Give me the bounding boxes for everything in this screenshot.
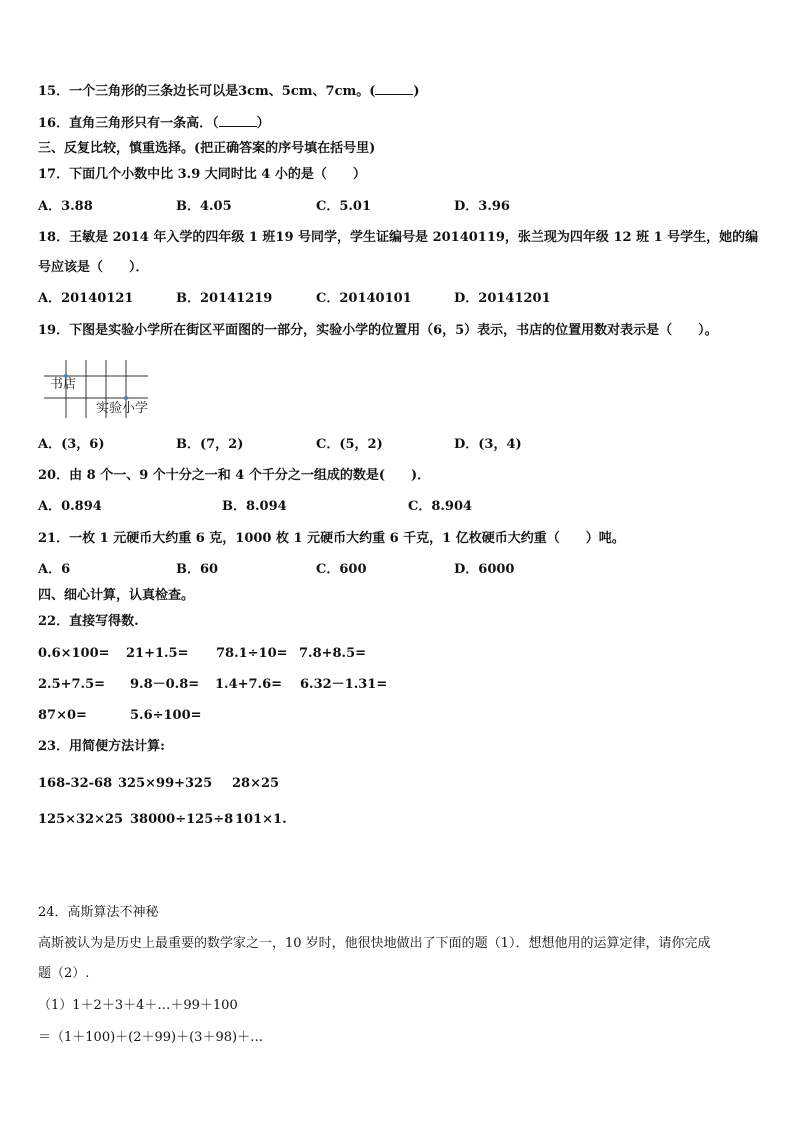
answer-blank-15[interactable]: [375, 82, 413, 95]
q18-option-d[interactable]: D．20141201: [454, 291, 551, 306]
question-24-line-4: ＝（1＋100)＋(2＋99)＋(3＋98)＋…: [38, 1030, 264, 1045]
q22-problem: 0.6×100=: [38, 646, 110, 661]
question-16: [38, 114, 270, 133]
q23-problem: 28×25: [232, 776, 280, 791]
section-3-heading: 三、反复比较，慎重选择。(把正确答案的序号填在括号里): [38, 141, 376, 156]
question-18-line-1: 18．王敏是 2014 年入学的四年级 1 班19 号同学，学生证编号是 20140119，张兰现为四年级 12 班 1 号学生，她的编: [38, 230, 759, 245]
question-15-text: 15．一个三角形的三条边长可以是3cm、5cm、7cm。(: [38, 84, 376, 99]
q19-option-c[interactable]: C．(5，2): [316, 437, 383, 452]
q23-problem: 168-32-68: [38, 776, 113, 791]
q17-option-d[interactable]: D．3.96: [454, 199, 510, 214]
q21-option-a[interactable]: A．6: [38, 562, 71, 577]
question-15: [38, 82, 420, 101]
section-4-heading: 四、细心计算，认真检查。: [38, 588, 195, 603]
q18-option-a[interactable]: A．20140121: [38, 291, 134, 306]
map-label-school: 实验小学: [96, 401, 149, 416]
q21-option-c[interactable]: C．600: [316, 562, 367, 577]
q18-option-b[interactable]: B．20141219: [176, 291, 273, 306]
q19-option-a[interactable]: A．(3，6): [38, 437, 105, 452]
question-19-text: 19．下图是实验小学所在街区平面图的一部分，实验小学的位置用（6，5）表示，书店的位置用数对表示是（ ）。: [38, 323, 718, 338]
q22-problem: 78.1÷10=: [216, 646, 288, 661]
q18-option-c[interactable]: C．20140101: [316, 291, 412, 306]
q23-problem: 325×99+325: [118, 776, 213, 791]
q17-option-b[interactable]: B．4.05: [176, 199, 232, 214]
q22-problem: 1.4+7.6=: [215, 677, 283, 692]
q19-option-d[interactable]: D．(3，4): [454, 437, 522, 452]
q22-problem: 2.5+7.5=: [38, 677, 106, 692]
street-map-figure: [40, 354, 170, 420]
q22-problem: 87×0=: [38, 708, 87, 723]
q23-problem: 101×1.: [235, 812, 287, 827]
question-24-title: 24．高斯算法不神秘: [38, 905, 159, 920]
q22-problem: 9.8－0.8=: [130, 677, 200, 692]
question-16-close: ）: [256, 116, 270, 131]
question-21-text: 21．一枚 1 元硬币大约重 6 克，1000 枚 1 元硬币大约重 6 千克，1 亿枚硬币大约重（ ）吨。: [38, 531, 625, 546]
question-18-line-2: 号应该是（ ）．: [38, 260, 149, 275]
question-15-close: ): [413, 84, 420, 99]
q23-problem: 38000÷125÷8: [130, 812, 234, 827]
school-point: [124, 396, 128, 400]
q23-problem: 125×32×25: [38, 812, 124, 827]
question-20-text: 20．由 8 个一、9 个十分之一和 4 个千分之一组成的数是( )．: [38, 468, 431, 483]
q20-option-a[interactable]: A．0.894: [38, 499, 102, 514]
q19-option-b[interactable]: B．(7，2): [176, 437, 244, 452]
question-17-text: 17．下面几个小数中比 3.9 大同时比 4 小的是（ ）: [38, 167, 366, 182]
q20-option-c[interactable]: C．8.904: [408, 499, 473, 514]
map-label-bookstore: 书店: [50, 377, 77, 392]
question-16-text: 16．直角三角形只有一条高．（: [38, 116, 219, 131]
question-22-text: 22．直接写得数.: [38, 614, 139, 629]
q20-option-b[interactable]: B．8.094: [222, 499, 287, 514]
question-24-line-1: 高斯被认为是历史上最重要的数学家之一，10 岁时，他很快地做出了下面的题（1）．想想他用的运算定律，请你完成: [38, 936, 711, 951]
q21-option-d[interactable]: D．6000: [454, 562, 515, 577]
q22-problem: 5.6÷100=: [130, 708, 202, 723]
q22-problem: 7.8+8.5=: [299, 646, 367, 661]
q17-option-a[interactable]: A．3.88: [38, 199, 93, 214]
q22-problem: 6.32－1.31=: [300, 677, 388, 692]
answer-blank-16[interactable]: [219, 114, 257, 127]
question-24-line-3: （1）1＋2＋3＋4＋…＋99＋100: [38, 998, 238, 1013]
q22-problem: 21+1.5=: [126, 646, 189, 661]
q17-option-c[interactable]: C．5.01: [316, 199, 372, 214]
question-24-line-2: 题（2）.: [38, 966, 90, 981]
q21-option-b[interactable]: B．60: [176, 562, 219, 577]
question-23-text: 23．用简便方法计算:: [38, 739, 165, 754]
